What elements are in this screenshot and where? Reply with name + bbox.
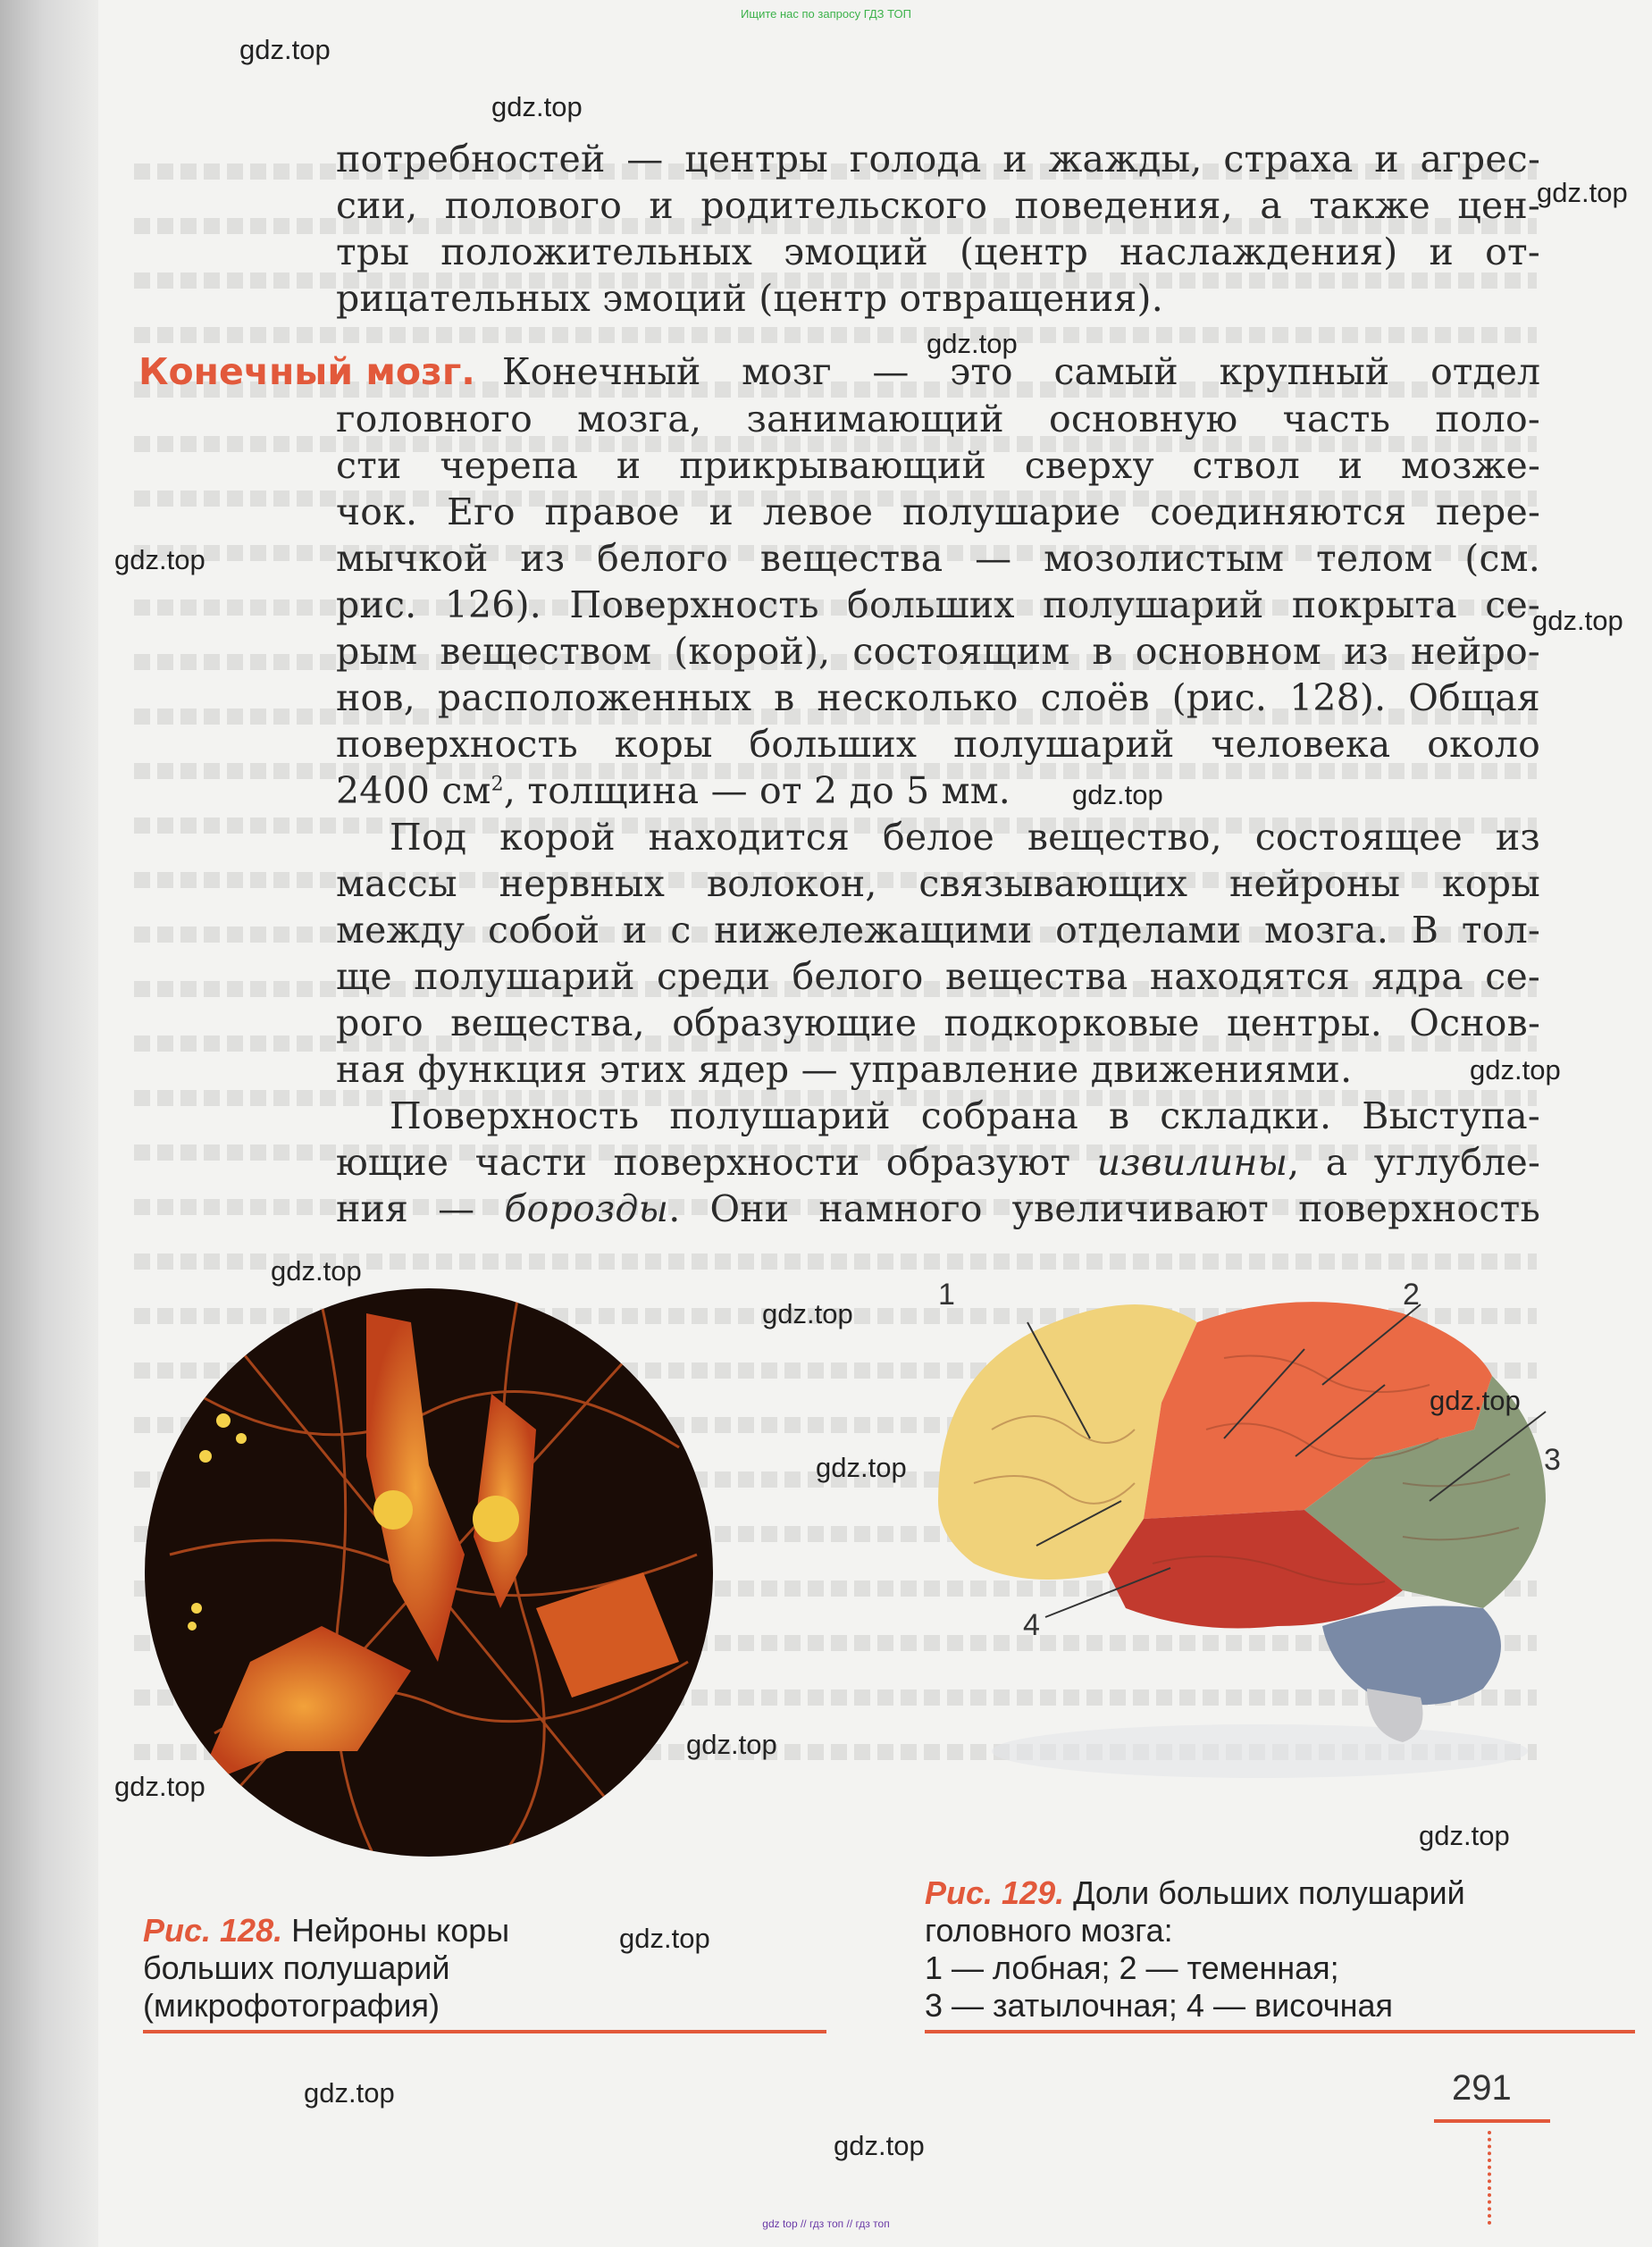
- watermark: gdz.top: [491, 91, 583, 122]
- caption-rule: [143, 2030, 826, 2033]
- text-line: Конечный мозг — это самый крупный отдел: [501, 350, 1540, 393]
- paragraph-white-matter: [336, 814, 1540, 1093]
- watermark: gdz.top: [686, 1729, 777, 1760]
- watermark: gdz.top: [1537, 177, 1628, 208]
- text-line: рым веществом (корой), состоящим в основном из нейро-: [336, 630, 1540, 673]
- text-line: между собой и с нижележащими отделами мозга. В тол-: [336, 909, 1540, 952]
- text-line: мычкой из белого вещества — мозолистым телом (см.: [336, 537, 1540, 580]
- watermark: gdz.top: [239, 34, 331, 65]
- neuron-micrograph-image: [143, 1287, 715, 1858]
- text-line: поверхность коры больших полушарий человека около: [336, 723, 1540, 766]
- term-gyri: извилины: [1096, 1141, 1288, 1184]
- caption-line: (микрофотография): [143, 1987, 440, 2024]
- caption-fig-129: [925, 1874, 1465, 2025]
- caption-rule: [925, 2030, 1635, 2033]
- caption-fig-128: [143, 1912, 509, 2025]
- figure-number: Рис. 129.: [925, 1874, 1065, 1911]
- text-line: рис. 126). Поверхность больших полушарий покрыта се-: [336, 583, 1540, 626]
- area-value: 2400 см: [336, 769, 491, 812]
- caption-line: Нейроны коры: [291, 1912, 510, 1949]
- text-line: [336, 767, 1540, 814]
- paragraph-telencephalon: [336, 396, 1540, 814]
- watermark: gdz.top: [1072, 779, 1163, 810]
- text-line: ная функция этих ядер — управление движениями.: [336, 1048, 1353, 1091]
- caption-line: 3 — затылочная; 4 — височная: [925, 1987, 1393, 2024]
- thickness-text: , толщина — от 2 до 5 мм.: [503, 769, 1011, 812]
- text-line: Поверхность полушарий собрана в складки. Выступа-: [390, 1094, 1540, 1137]
- label-1: 1: [938, 1278, 955, 1312]
- text-fragment: ния —: [336, 1187, 505, 1230]
- superscript: 2: [491, 773, 504, 796]
- watermark: gdz.top: [1532, 605, 1623, 636]
- bottom-note: gdz top // гдз топ // гдз топ: [762, 2218, 890, 2230]
- watermark: gdz.top: [114, 1771, 205, 1802]
- label-4: 4: [1023, 1608, 1040, 1642]
- watermark: gdz.top: [834, 2130, 925, 2161]
- watermark: gdz.top: [1470, 1054, 1561, 1086]
- watermark: gdz.top: [1419, 1820, 1510, 1851]
- page-binding-shadow: [0, 0, 98, 2247]
- text-line: ще полушарий среди белого вещества находятся ядра се-: [336, 955, 1540, 998]
- text-line: рицательных эмоций (центр отвращения).: [336, 277, 1163, 320]
- label-3: 3: [1544, 1443, 1561, 1477]
- watermark: gdz.top: [619, 1923, 710, 1954]
- caption-line: головного мозга:: [925, 1912, 1173, 1949]
- watermark: gdz.top: [816, 1452, 907, 1483]
- caption-line: Доли больших полушарий: [1073, 1874, 1465, 1911]
- watermark: gdz.top: [304, 2077, 395, 2109]
- text-line: [336, 1186, 1540, 1232]
- text-line: рого вещества, образующие подкорковые центры. Основ-: [336, 1002, 1540, 1044]
- text-fragment: ющие части поверхности образуют: [336, 1141, 1097, 1184]
- paragraph-needs: [336, 136, 1540, 322]
- watermark: gdz.top: [762, 1298, 853, 1329]
- caption-line: больших полушарий: [143, 1949, 450, 1986]
- dotted-rule: [1488, 2131, 1491, 2225]
- text-line: нов, расположенных в несколько слоёв (рис. 128). Общая: [336, 676, 1540, 719]
- watermark: gdz.top: [114, 544, 205, 575]
- text-line: Под корой находится белое вещество, состоящее из: [390, 816, 1540, 859]
- term-sulci: борозды: [504, 1187, 669, 1230]
- text-line: чок. Его правое и левое полушарие соединяются пере-: [336, 490, 1540, 533]
- watermark: gdz.top: [1430, 1385, 1521, 1416]
- watermark: gdz.top: [271, 1255, 362, 1287]
- text-fragment: , а углубле-: [1287, 1141, 1540, 1184]
- section-heading-line: [138, 348, 1540, 395]
- text-line: сти черепа и прикрывающий сверху ствол и мозже-: [336, 444, 1540, 487]
- text-line: сии, полового и родительского поведения, а также цен-: [336, 184, 1540, 227]
- section-heading: Конечный мозг.: [138, 350, 475, 393]
- paragraph-folds: [336, 1093, 1540, 1232]
- brain-lobes-diagram: [902, 1251, 1599, 1787]
- top-note: Ищите нас по запросу ГДЗ ТОП: [741, 7, 911, 21]
- text-line: тры положительных эмоций (центр наслаждения) и от-: [336, 231, 1540, 273]
- text-line: потребностей — центры голода и жажды, страха и агрес-: [336, 138, 1540, 180]
- text-fragment: . Они намного увеличивают поверхность: [668, 1187, 1540, 1230]
- text-line: головного мозга, занимающий основную часть поло-: [336, 398, 1540, 440]
- label-2: 2: [1403, 1278, 1420, 1312]
- text-line: [336, 1139, 1540, 1186]
- page-number-rule: [1434, 2119, 1550, 2123]
- page-number: 291: [1452, 2068, 1512, 2108]
- text-line: массы нервных волокон, связывающих нейроны коры: [336, 862, 1540, 905]
- figure-number: Рис. 128.: [143, 1912, 283, 1949]
- watermark: gdz.top: [927, 328, 1018, 359]
- caption-line: 1 — лобная; 2 — теменная;: [925, 1949, 1339, 1986]
